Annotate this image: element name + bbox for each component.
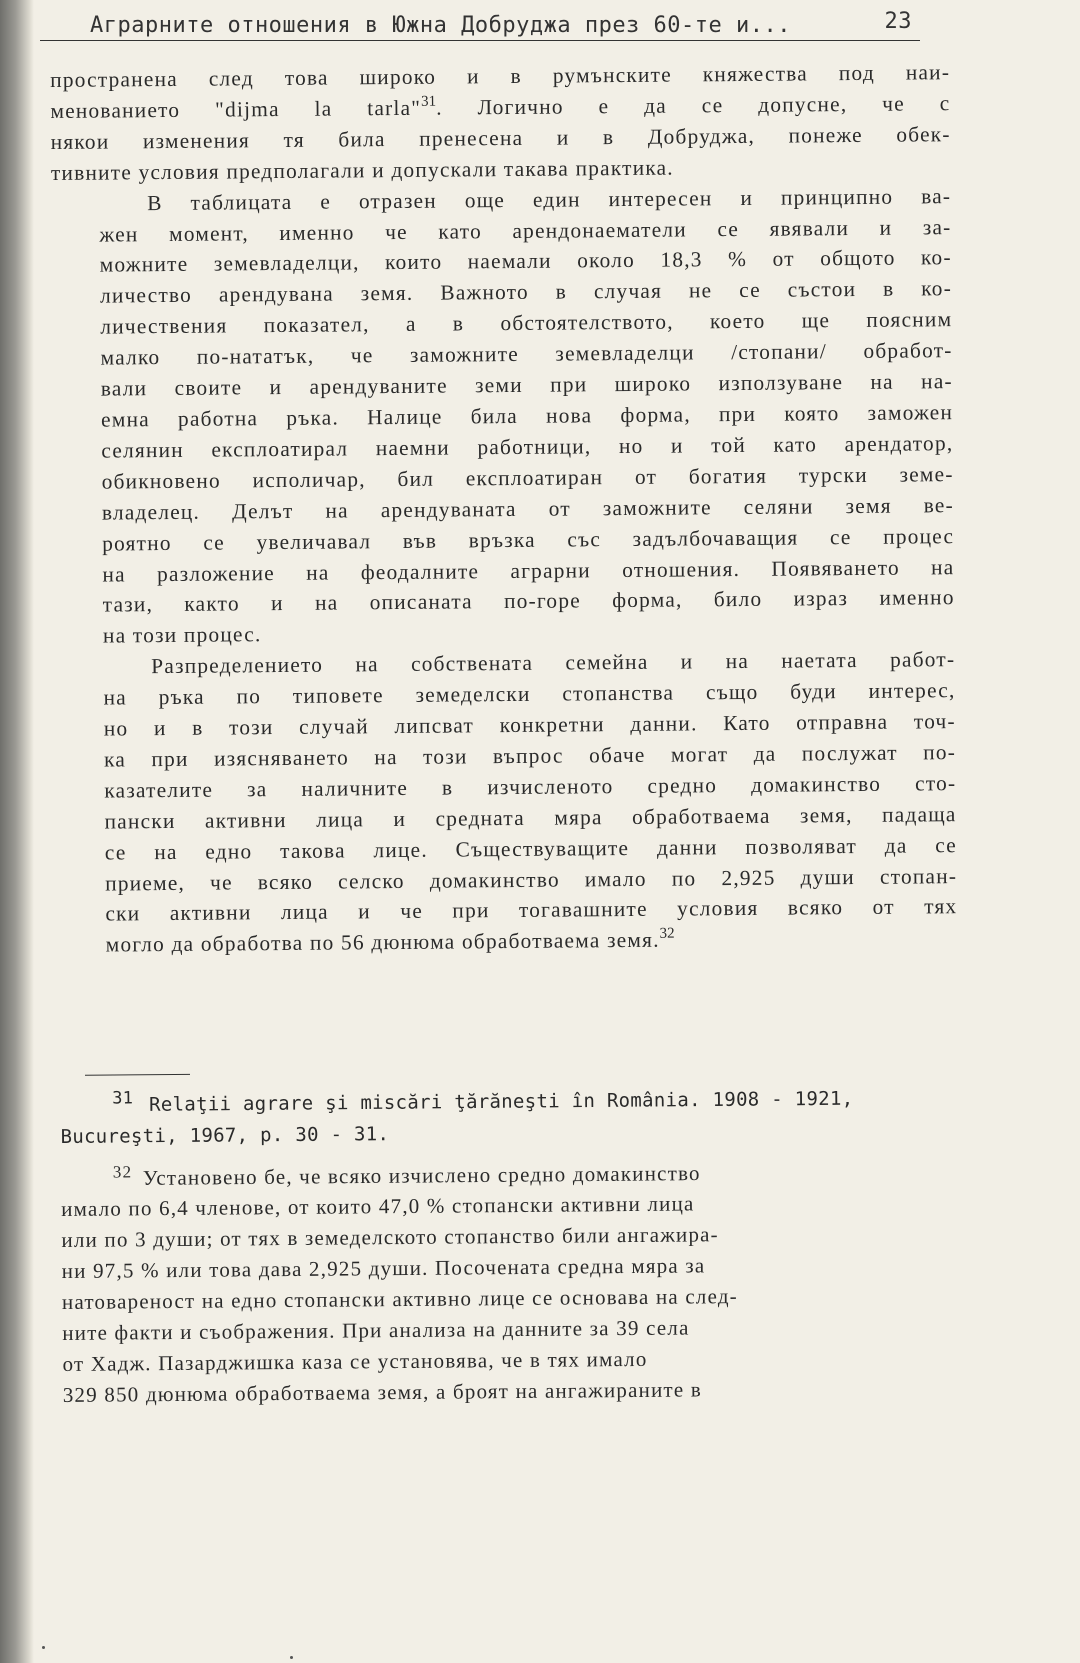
text-line: приеме, че всяко селско домакинство имало по 2,925 души стопан- bbox=[105, 863, 958, 896]
text-line: пространена след това широко и в румънските княжества под наи- bbox=[50, 60, 951, 92]
text-line: В таблицата е отразен още един интересен и принципно ва- bbox=[147, 183, 952, 215]
text-line: личествения показател, а в обстоятелството, което ще поясним bbox=[100, 307, 953, 339]
paragraph-3 bbox=[55, 644, 958, 961]
page-number: 23 bbox=[884, 9, 912, 34]
text-line: някои изменения тя била пренесена и в Добруджа, понеже обек- bbox=[50, 121, 951, 154]
text-line: емна работна ръка. Налице била нова форма, при която заможен bbox=[100, 400, 954, 432]
scan-speck bbox=[290, 1656, 293, 1659]
text-line: се на едно такова лице. Съществуващите данни позволяват да се bbox=[104, 832, 957, 865]
text-line: жен момент, именно че като арендонаематели се явявали и за- bbox=[99, 214, 952, 247]
text-line: на този процес. bbox=[102, 622, 262, 648]
footnote-line: ни 97,5 % или това дава 2,925 души. Посочената средна мяра за bbox=[61, 1253, 706, 1284]
text-line: малко по-нататък, че заможните земевладелци /стопани/ обработ- bbox=[100, 338, 953, 370]
text-fragment: менованието "dijma la tarla" bbox=[50, 95, 422, 123]
text-line: на ръка по типовете земеделски стопанства също буди интерес, bbox=[103, 678, 956, 710]
text-line: на разложение на феодалните аграрни отношения. Появяването на bbox=[102, 554, 955, 587]
paragraph-1 bbox=[50, 57, 951, 188]
footnote-line bbox=[60, 1076, 960, 1121]
footnote-number: 31 bbox=[112, 1088, 134, 1109]
text-line: личество арендувана земя. Важното в случая не се състои в ко- bbox=[99, 276, 953, 308]
text-fragment: Relaţii agrare şi miscări ţărăneşti în România. 1908 - 1921, bbox=[148, 1087, 854, 1116]
text-fragment: Установено бе, че всяко изчислено средно домакинство bbox=[142, 1160, 701, 1190]
text-line: роятно се увеличавал във връзка със задълбочаващия се процес bbox=[102, 523, 955, 556]
footnote-line: ните факти и съображения. При анализа на данните за 39 села bbox=[62, 1315, 690, 1346]
text-line: обикновено исполичар, бил експлоатиран от богатия турски земе- bbox=[101, 461, 954, 494]
footnote-32 bbox=[61, 1149, 963, 1411]
footnote-ref-31[interactable]: 31 bbox=[421, 93, 437, 110]
text-line: тивните условия предполагали и допускали такава практика. bbox=[50, 155, 674, 185]
footnote-line: Bucureşti, 1967, p. 30 - 31. bbox=[60, 1122, 390, 1148]
paragraph-2 bbox=[51, 181, 955, 652]
text-line: Разпределението на собствената семейна и на наетата работ- bbox=[151, 647, 956, 679]
running-title: Аграрните отношения в Южна Добруджа през 60-те и... bbox=[90, 13, 792, 38]
footnote-line: 329 850 дюнюма обработваема земя, а броят на ангажираните в bbox=[62, 1377, 703, 1408]
footnote-31 bbox=[60, 1076, 961, 1152]
text-line: владелец. Делът на арендуваната от заможните селяни земя ве- bbox=[101, 492, 954, 525]
main-text bbox=[50, 57, 958, 961]
text-line: но и в този случай липсват конкретни данни. Като отправна точ- bbox=[103, 709, 956, 741]
text-line: тази, както и на описаната по-горе форма, било израз именно bbox=[102, 585, 955, 617]
text-line bbox=[58, 922, 958, 961]
text-line: пански активни лица и средната мяра обработваема земя, падаща bbox=[104, 801, 957, 834]
footnote-number: 32 bbox=[112, 1162, 133, 1182]
text-fragment: могло да обработва по 56 дюнюма обработваема земя. bbox=[105, 928, 660, 957]
text-line: можните земевладелци, които наемали около 18,3 % от общото ко- bbox=[99, 245, 952, 278]
footnote-rule bbox=[85, 1074, 190, 1076]
text-line: ски активни лица и че при тогавашните условия всяко от тях bbox=[105, 894, 958, 927]
footnote-line: от Хадж. Пазарджишка каза се установява, че в тях имало bbox=[62, 1347, 648, 1377]
text-line: селянин експлоатирал наемни работници, но и той като арендатор, bbox=[101, 431, 954, 463]
running-header bbox=[40, 8, 920, 41]
text-line: вали своите и арендуваните земи при широко използуване на на- bbox=[100, 369, 953, 401]
footnotes-section bbox=[60, 1067, 963, 1415]
text-line: ка при изясняването на този въпрос обаче могат да послужат по- bbox=[103, 740, 957, 772]
text-fragment: . Логично е да се допусне, че с bbox=[436, 91, 951, 120]
footnote-line: имало по 6,4 членове, от които 47,0 % стопански активни лица bbox=[61, 1191, 695, 1222]
footnote-ref-32[interactable]: 32 bbox=[659, 925, 675, 943]
footnote-line: натовареност на едно стопански активно лице се основава на след- bbox=[61, 1284, 738, 1315]
text-line: казателите за наличните в изчисленото средно домакинство сто- bbox=[104, 770, 957, 803]
scan-speck bbox=[42, 1646, 45, 1649]
book-binding-shadow bbox=[0, 0, 34, 1663]
footnote-line: или по 3 души; от тях в земеделското стопанство били ангажира- bbox=[61, 1222, 719, 1253]
